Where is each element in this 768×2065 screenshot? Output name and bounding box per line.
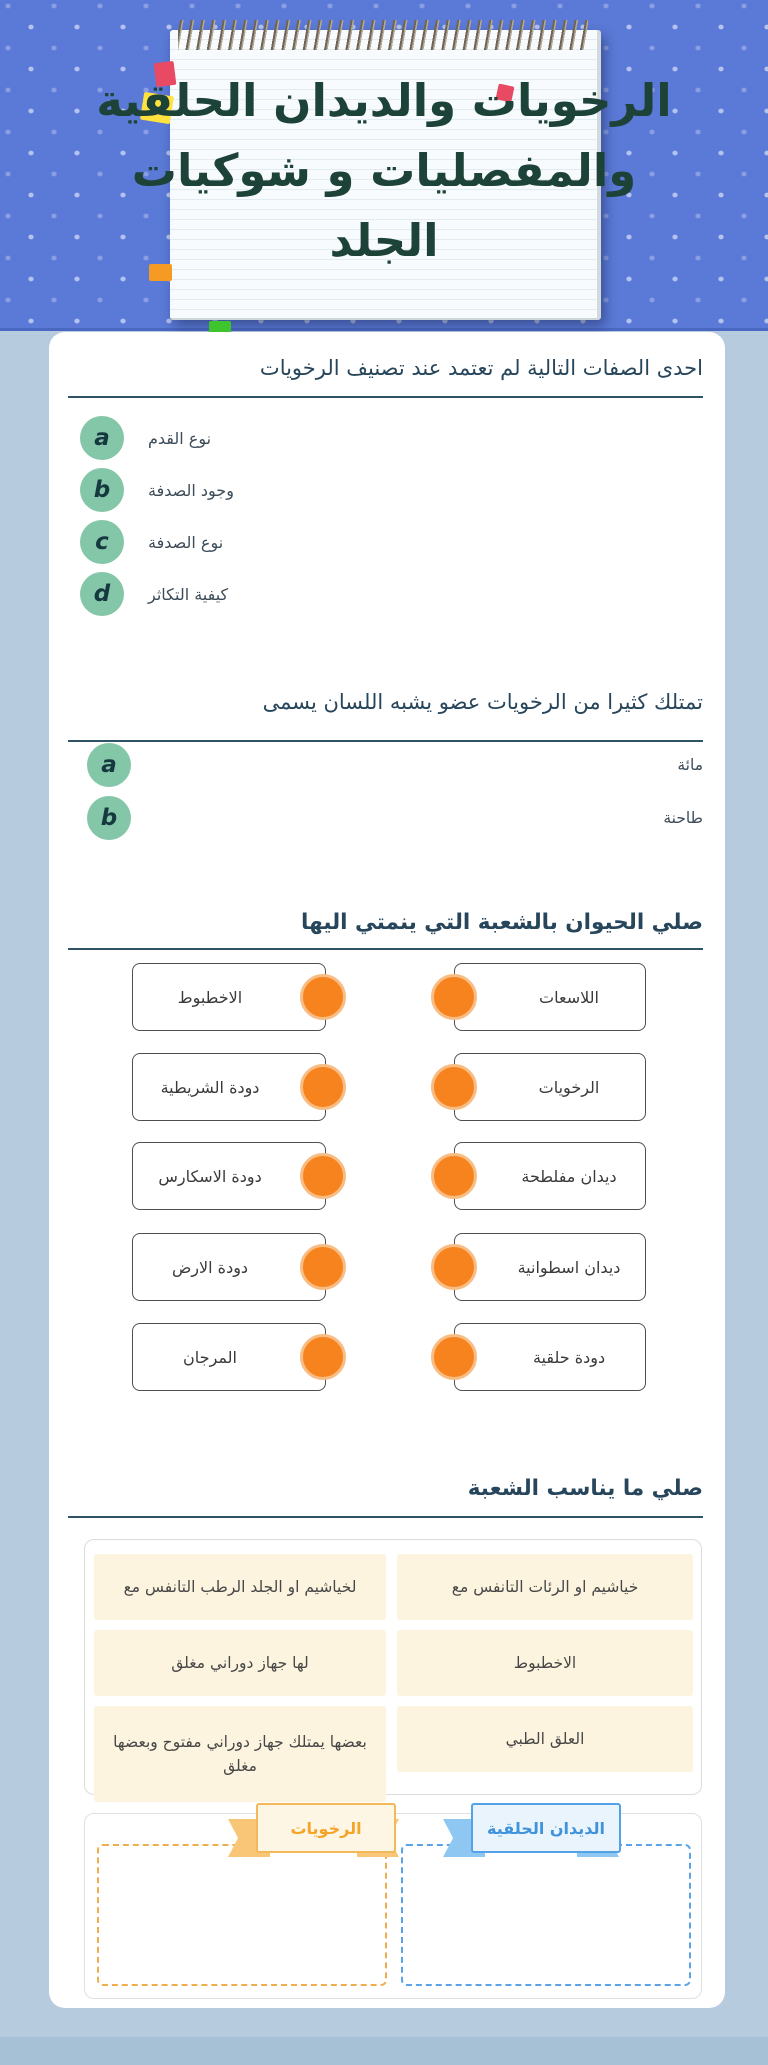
match-right-box-5[interactable]: دودة حلقية	[454, 1323, 646, 1391]
annelids-dropzone[interactable]	[401, 1844, 691, 1986]
match-row-4	[49, 1233, 725, 1301]
match-dot-right-2[interactable]	[431, 1064, 477, 1110]
match-right-box-1[interactable]: اللاسعات	[454, 963, 646, 1031]
match-dot-left-5[interactable]	[300, 1334, 346, 1380]
worksheet-title-line3: الجلد	[329, 214, 439, 267]
q4-right-item-3[interactable]: العلق الطبي	[397, 1706, 693, 1772]
q1-option-a-badge[interactable]: a	[80, 416, 124, 460]
question4-title: صلي ما يناسب الشعبة	[467, 1476, 703, 1501]
q4-right-item-1[interactable]: خياشيم او الرئات التانفس مع	[397, 1554, 693, 1620]
q4-right-item-2[interactable]: الاخطبوط	[397, 1630, 693, 1696]
question2-title: تمتلك كثيرا من الرخويات عضو يشبه اللسان يسمى	[262, 690, 703, 714]
q1-option-row-d[interactable]	[49, 572, 725, 616]
match-right-box-3[interactable]: ديدان مفلطحة	[454, 1142, 646, 1210]
match-dot-right-4[interactable]	[431, 1244, 477, 1290]
match-row-2	[49, 1053, 725, 1121]
q1-option-d-badge[interactable]: d	[80, 572, 124, 616]
match-dot-right-1[interactable]	[431, 974, 477, 1020]
match-dot-left-3[interactable]	[300, 1153, 346, 1199]
q2-option-row-b[interactable]	[49, 796, 725, 840]
header-banner	[0, 0, 768, 331]
q4-left-item-1[interactable]: لخياشيم او الجلد الرطب التانفس مع	[94, 1554, 386, 1620]
mollusks-ribbon-label: الرخويات	[256, 1803, 396, 1853]
match-dot-left-4[interactable]	[300, 1244, 346, 1290]
q1-option-b-label: وجود الصدفة	[148, 480, 234, 500]
q4-left-item-2[interactable]: لها جهاز دوراني مغلق	[94, 1630, 386, 1696]
match-row-1	[49, 963, 725, 1031]
sort-section	[84, 1813, 702, 1999]
q1-option-row-c[interactable]	[49, 520, 725, 564]
match-row-3	[49, 1142, 725, 1210]
annelids-ribbon-label: الديدان الحلقية	[471, 1803, 621, 1853]
match-dot-left-2[interactable]	[300, 1064, 346, 1110]
q2-option-b-label: طاحنة	[663, 809, 703, 827]
q1-option-d-label: كيفية التكاثر	[148, 584, 229, 604]
q1-option-c-badge[interactable]: c	[80, 520, 124, 564]
q1-option-c-label: نوع الصدفة	[148, 532, 224, 552]
q2-option-row-a[interactable]	[49, 743, 725, 787]
question1-divider	[68, 396, 703, 398]
match-left-box-3[interactable]: دودة الاسكارس	[132, 1142, 326, 1210]
q2-option-b-badge[interactable]: b	[87, 796, 131, 840]
match-left-box-5[interactable]: المرجان	[132, 1323, 326, 1391]
q2-option-a-label: مائة	[677, 756, 703, 774]
q1-option-row-a[interactable]	[49, 416, 725, 460]
match-dot-right-3[interactable]	[431, 1153, 477, 1199]
footer-band	[0, 2037, 768, 2065]
match-dot-left-1[interactable]	[300, 974, 346, 1020]
worksheet-title-line2: والمفصليات و شوكيات	[131, 144, 637, 197]
question3-title: صلي الحيوان بالشعبة التي ينمتي اليها	[301, 910, 703, 935]
worksheet-title-line1: الرخويات والديدان الحلقية	[96, 74, 672, 127]
q1-option-a-label: نوع القدم	[148, 428, 212, 448]
question3-divider	[68, 948, 703, 950]
q4-answer-pool	[84, 1539, 702, 1795]
match-row-5	[49, 1323, 725, 1391]
match-right-box-4[interactable]: ديدان اسطوانية	[454, 1233, 646, 1301]
q1-option-b-badge[interactable]: b	[80, 468, 124, 512]
q2-option-a-badge[interactable]: a	[87, 743, 131, 787]
spiral-binding-icon	[178, 20, 588, 50]
q4-left-item-3[interactable]: بعضها يمتلك جهاز دوراني مفتوح وبعضها مغلق	[94, 1706, 386, 1802]
worksheet-card	[49, 332, 725, 2008]
question2-divider	[68, 740, 703, 742]
question4-divider	[68, 1516, 703, 1518]
mollusks-dropzone[interactable]	[97, 1844, 387, 1986]
q1-option-row-b[interactable]	[49, 468, 725, 512]
match-right-box-2[interactable]: الرخويات	[454, 1053, 646, 1121]
match-dot-right-5[interactable]	[431, 1334, 477, 1380]
match-left-box-1[interactable]: الاخطبوط	[132, 963, 326, 1031]
match-left-box-4[interactable]: دودة الارض	[132, 1233, 326, 1301]
worksheet-title	[64, 66, 704, 276]
question1-title: احدى الصفات التالية لم تعتمد عند تصنيف الرخويات	[259, 356, 703, 380]
match-left-box-2[interactable]: دودة الشريطية	[132, 1053, 326, 1121]
